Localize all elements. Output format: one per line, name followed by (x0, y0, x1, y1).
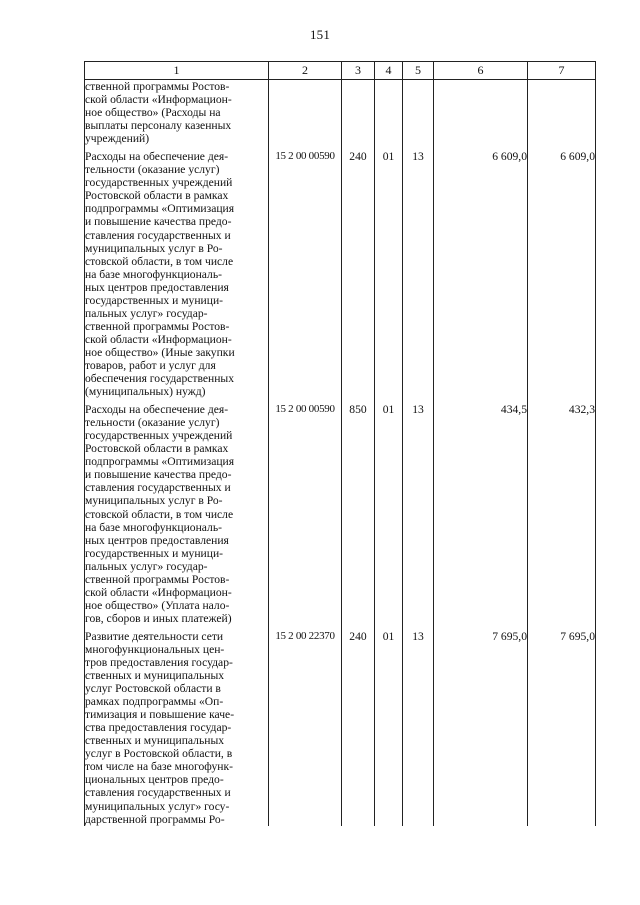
description-line: Ростовской области в рамках (85, 442, 229, 456)
description-line: ственных и муниципальных (85, 734, 225, 748)
description-line: том числе на базе многофунк- (85, 760, 233, 774)
description-line: учреждений) (85, 132, 150, 146)
expense-type-code (342, 80, 375, 146)
description-line: ных центров предоставления (85, 280, 229, 294)
budget-classification-code: 15 2 00 00590 (269, 150, 342, 398)
amount-year-2: 6 609,0 (528, 150, 596, 398)
description-line: государственных и муници- (85, 546, 224, 560)
description-line: выплаты персоналу казенных (85, 119, 232, 133)
description-line: Расходы на обеспечение дея- (85, 403, 229, 417)
amount-year-2: 7 695,0 (528, 630, 596, 826)
description-line: ставления государственных и (85, 786, 231, 800)
description-line: стовской области, в том числе (85, 507, 234, 521)
section-code: 01 (375, 150, 403, 398)
amount-year-1: 6 609,0 (434, 150, 528, 398)
budget-classification-code: 15 2 00 22370 (269, 630, 342, 826)
description-line: на базе многофункциональ- (85, 520, 222, 534)
description-line: муниципальных услуг в Ро- (85, 494, 223, 508)
description-line: стовской области, в том числе (85, 254, 234, 268)
column-header: 1 (85, 62, 269, 80)
amount-year-1: 434,5 (434, 403, 528, 625)
description-line: государственных и муници- (85, 293, 224, 307)
table-row (85, 150, 596, 398)
expense-description (85, 150, 269, 398)
description-line: ственной программы Ростов- (85, 319, 230, 333)
amount-year-2: 432,3 (528, 403, 596, 625)
budget-table (84, 61, 596, 826)
description-line: подпрограммы «Оптимизация (85, 455, 235, 469)
table-body (85, 80, 596, 826)
section-code (375, 80, 403, 146)
table-row (85, 80, 596, 146)
description-line: услуг в Ростовской области, в (85, 747, 233, 761)
expense-type-code: 240 (342, 150, 375, 398)
column-header: 6 (434, 62, 528, 80)
subsection-code: 13 (403, 630, 434, 826)
expense-description (85, 630, 269, 826)
budget-classification-code (269, 80, 342, 146)
column-header: 3 (342, 62, 375, 80)
column-header: 5 (403, 62, 434, 80)
description-line: тельности (оказание услуг) (85, 163, 220, 177)
description-line: ное общество» (Иные закупки (85, 345, 235, 359)
description-line: и повышение качества предо- (85, 215, 232, 229)
column-header: 7 (528, 62, 596, 80)
description-line: обеспечения государственных (85, 372, 235, 386)
description-line: пальных услуг» государ- (85, 559, 208, 573)
section-code: 01 (375, 630, 403, 826)
description-line: ственной программы Ростов- (85, 80, 230, 93)
description-line: ных центров предоставления (85, 533, 229, 547)
description-line: циональных центров предо- (85, 773, 224, 787)
description-line: подпрограммы «Оптимизация (85, 202, 235, 216)
description-line: многофункциональных цен- (85, 642, 225, 656)
description-line: на базе многофункциональ- (85, 267, 222, 281)
expense-type-code: 850 (342, 403, 375, 625)
description-line: ставления государственных и (85, 228, 231, 242)
description-line: пальных услуг» государ- (85, 306, 208, 320)
description-line: Развитие деятельности сети (85, 629, 224, 643)
description-line: Расходы на обеспечение дея- (85, 150, 229, 164)
description-line: муниципальных услуг» госу- (85, 799, 230, 813)
description-line: ской области «Информацион- (85, 332, 232, 346)
description-line: и повышение качества предо- (85, 468, 232, 482)
description-line: тров предоставления государ- (85, 656, 233, 670)
expense-description (85, 403, 269, 625)
column-header: 4 (375, 62, 403, 80)
description-line: ственных и муниципальных (85, 669, 225, 683)
description-line: тимизация и повышение каче- (85, 708, 235, 722)
subsection-code: 13 (403, 150, 434, 398)
description-line: ства предоставления государ- (85, 721, 232, 735)
section-code: 01 (375, 403, 403, 625)
description-line: услуг Ростовской области в (85, 682, 221, 696)
table-row (85, 403, 596, 625)
description-line: рамках подпрограммы «Оп- (85, 695, 224, 709)
description-line: тельности (оказание услуг) (85, 416, 220, 430)
expense-description (85, 80, 269, 146)
amount-year-2 (528, 80, 596, 146)
description-line: государственных учреждений (85, 429, 233, 443)
description-line: ской области «Информацион- (85, 93, 232, 107)
subsection-code: 13 (403, 403, 434, 625)
subsection-code (403, 80, 434, 146)
column-header: 2 (269, 62, 342, 80)
table-header-row (85, 62, 596, 80)
description-line: ской области «Информацион- (85, 585, 232, 599)
description-line: ставления государственных и (85, 481, 231, 495)
table-row (85, 630, 596, 826)
description-line: ное общество» (Уплата нало- (85, 598, 230, 612)
description-line: гов, сборов и иных платежей) (85, 611, 232, 625)
amount-year-1 (434, 80, 528, 146)
page-number: 151 (309, 27, 331, 42)
amount-year-1: 7 695,0 (434, 630, 528, 826)
description-line: ное общество» (Расходы на (85, 106, 221, 120)
description-line: дарственной программы Ро- (85, 812, 225, 826)
expense-type-code: 240 (342, 630, 375, 826)
description-line: Ростовской области в рамках (85, 189, 229, 203)
description-line: ственной программы Ростов- (85, 572, 230, 586)
description-line: (муниципальных) нужд) (85, 385, 206, 399)
description-line: муниципальных услуг в Ро- (85, 241, 223, 255)
budget-classification-code: 15 2 00 00590 (269, 403, 342, 625)
description-line: государственных учреждений (85, 176, 233, 190)
description-line: товаров, работ и услуг для (85, 358, 216, 372)
